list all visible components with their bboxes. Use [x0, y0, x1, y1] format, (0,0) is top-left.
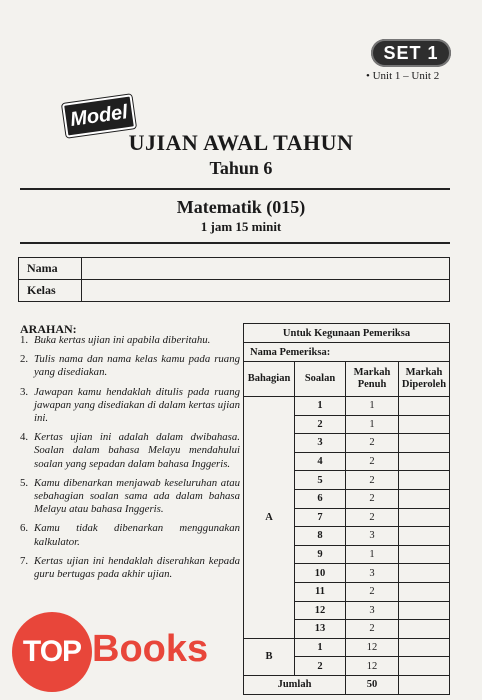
table-row: [244, 638, 450, 657]
full-marks: 1: [346, 397, 399, 416]
divider: [20, 242, 450, 244]
obtained-marks-cell[interactable]: [399, 415, 450, 434]
total-value: 50: [346, 675, 399, 694]
obtained-marks-cell[interactable]: [399, 434, 450, 453]
obtained-marks-cell[interactable]: [399, 582, 450, 601]
question-number: 1: [295, 397, 346, 416]
obtained-marks-cell[interactable]: [399, 452, 450, 471]
subject-title: Matematik (015): [176, 197, 306, 217]
unit-range: • Unit 1 – Unit 2: [366, 70, 440, 82]
topbooks-logo-text: Books: [92, 628, 209, 670]
table-row: [244, 397, 450, 416]
question-number: 7: [295, 508, 346, 527]
exam-year: Tahun 6: [209, 158, 273, 178]
examiner-table: [243, 323, 450, 695]
question-number: 5: [295, 471, 346, 490]
full-marks: 2: [346, 582, 399, 601]
instruction-text: Kamu dibenarkan menjawab keseluruhan atau sebahagian soalan sama ada dalam bahasa Melayu atau bahasa Inggeris.: [34, 476, 240, 516]
full-marks: 1: [346, 415, 399, 434]
exam-duration: 1 jam 15 minit: [200, 219, 282, 234]
identity-table: [18, 257, 450, 302]
instruction-text: Buka kertas ujian ini apabila diberitahu.: [34, 334, 211, 346]
section-label: A: [244, 397, 295, 639]
obtained-marks-cell[interactable]: [399, 601, 450, 620]
instruction-item: [20, 431, 240, 471]
instruction-text: Tulis nama dan nama kelas kamu pada ruang yang disediakan.: [34, 353, 240, 379]
instruction-text: Kamu tidak dibenarkan menggunakan kalkulator.: [34, 522, 240, 548]
instructions-heading: ARAHAN:: [20, 322, 77, 336]
full-marks: 3: [346, 527, 399, 546]
instruction-number: 2.: [20, 353, 29, 366]
instruction-number: 5.: [20, 476, 29, 489]
obtained-marks-cell[interactable]: [399, 638, 450, 657]
obtained-marks-cell[interactable]: [399, 564, 450, 583]
divider: [20, 188, 450, 190]
full-marks: 2: [346, 620, 399, 639]
col-section: Bahagian: [244, 362, 295, 397]
question-number: 13: [295, 620, 346, 639]
question-number: 2: [295, 415, 346, 434]
full-marks: 2: [346, 489, 399, 508]
col-question: Soalan: [295, 362, 346, 397]
full-marks: 1: [346, 545, 399, 564]
instruction-item: [20, 477, 240, 517]
question-number: 11: [295, 582, 346, 601]
obtained-marks-cell[interactable]: [399, 527, 450, 546]
question-number: 3: [295, 434, 346, 453]
question-number: 2: [295, 657, 346, 676]
full-marks: 2: [346, 471, 399, 490]
instruction-number: 3.: [20, 385, 29, 398]
col-full-marks: Markah Penuh: [346, 362, 399, 397]
model-label: Model: [62, 94, 136, 137]
full-marks: 2: [346, 452, 399, 471]
class-label: Kelas: [19, 280, 82, 302]
section-label: B: [244, 638, 295, 675]
question-number: 6: [295, 489, 346, 508]
name-field[interactable]: [82, 258, 450, 280]
col-obtained-marks: Markah Diperoleh: [399, 362, 450, 397]
set-badge: SET 1: [371, 39, 451, 67]
instruction-item: [20, 386, 240, 426]
obtained-marks-cell[interactable]: [399, 657, 450, 676]
obtained-marks-cell[interactable]: [399, 471, 450, 490]
obtained-marks-cell[interactable]: [399, 620, 450, 639]
obtained-marks-cell[interactable]: [399, 545, 450, 564]
question-number: 12: [295, 601, 346, 620]
instruction-number: 6.: [20, 522, 29, 535]
full-marks: 3: [346, 601, 399, 620]
instruction-text: Kertas ujian ini hendaklah diserahkan kepada guru bertugas pada akhir ujian.: [34, 554, 240, 581]
exam-title: UJIAN AWAL TAHUN: [128, 130, 354, 155]
full-marks: 12: [346, 638, 399, 657]
full-marks: 2: [346, 434, 399, 453]
instruction-text: Kertas ujian ini adalah dalam dwibahasa. Soalan dalam bahasa Melayu mendahului soalan yang sepadan dalam bahasa Inggeris.: [34, 431, 240, 470]
question-number: 10: [295, 564, 346, 583]
instruction-item: [20, 555, 240, 581]
instruction-number: 7.: [20, 554, 29, 567]
instruction-item: [20, 334, 240, 347]
instruction-item: [20, 353, 240, 379]
name-label: Nama: [19, 258, 82, 280]
full-marks: 12: [346, 657, 399, 676]
question-number: 1: [295, 638, 346, 657]
full-marks: 3: [346, 564, 399, 583]
topbooks-logo-mark: TOP: [12, 612, 92, 692]
instruction-number: 1.: [20, 334, 29, 346]
obtained-marks-cell[interactable]: [399, 489, 450, 508]
obtained-marks-cell[interactable]: [399, 508, 450, 527]
full-marks: 2: [346, 508, 399, 527]
question-number: 4: [295, 452, 346, 471]
examiner-name-label: Nama Pemeriksa:: [244, 343, 450, 362]
instruction-text: Jawapan kamu hendaklah ditulis pada ruang jawapan yang disediakan di dalam kertas ujian ini.: [34, 385, 240, 425]
instruction-number: 4.: [20, 431, 29, 444]
total-label: Jumlah: [244, 675, 346, 694]
question-number: 8: [295, 527, 346, 546]
class-field[interactable]: [82, 280, 450, 302]
instructions-list: [20, 334, 240, 587]
obtained-marks-cell[interactable]: [399, 397, 450, 416]
examiner-title: Untuk Kegunaan Pemeriksa: [244, 324, 450, 343]
question-number: 9: [295, 545, 346, 564]
instruction-item: [20, 522, 240, 548]
total-obtained[interactable]: [399, 675, 450, 694]
